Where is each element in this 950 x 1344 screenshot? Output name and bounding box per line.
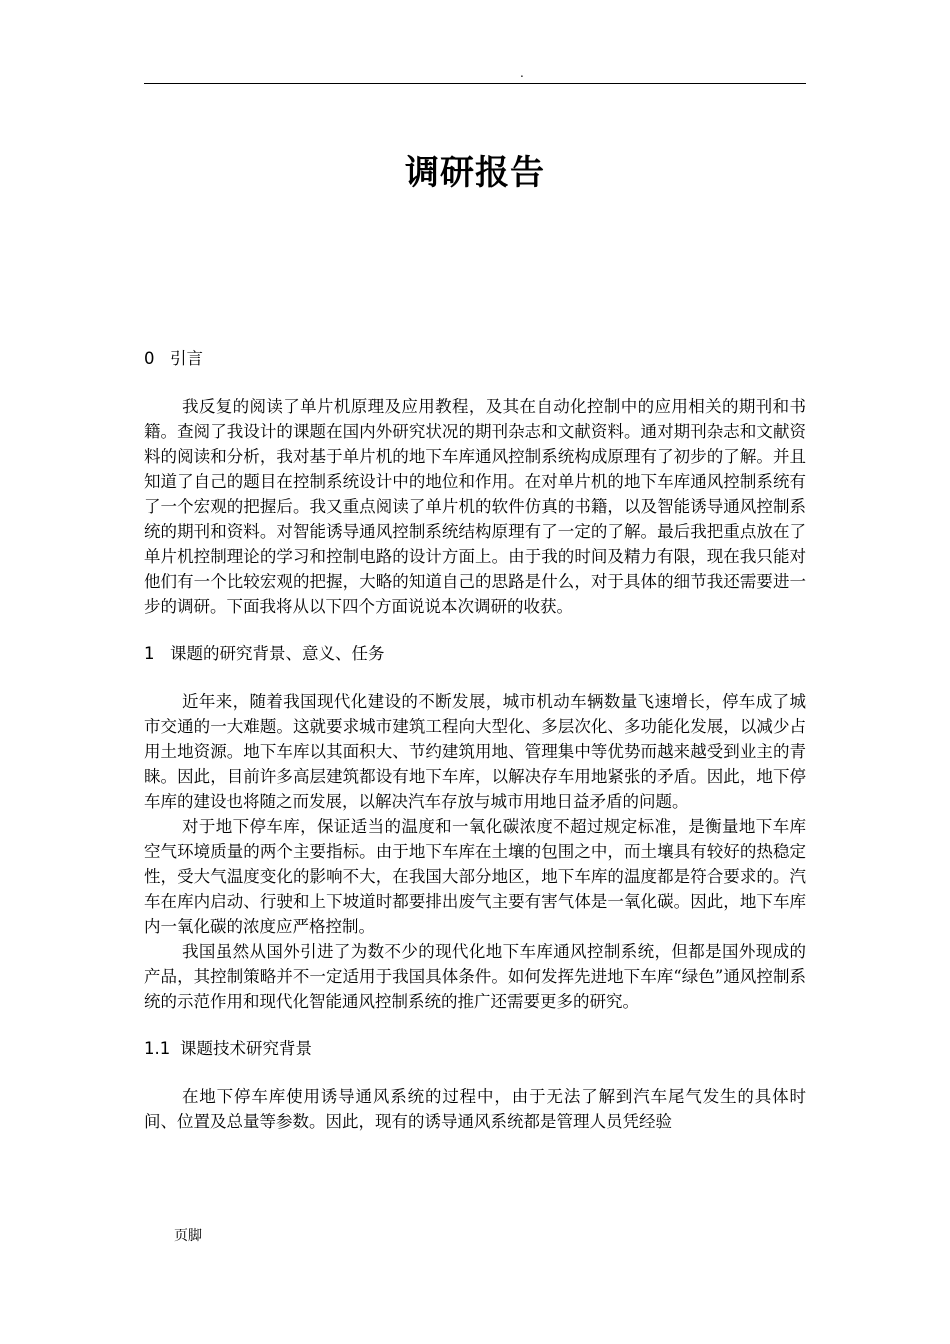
header-rule bbox=[144, 83, 806, 84]
section-title: 引言 bbox=[170, 348, 203, 368]
section-heading-tech-background bbox=[144, 1034, 806, 1062]
paragraph: 近年来，随着我国现代化建设的不断发展，城市机动车辆数量飞速增长，停车成了城市交通的一大难题。这就要求城市建筑工程向大型化、多层次化、多功能化发展，以减少占用土地资源。地下车库以其面积大、节约建筑用地、管理集中等优势而越来越受到业主的青睐。因此，目前许多高层建筑都设有地下车库，以解决存车用地紧张的矛盾。因此，地下停车库的建设也将随之而发展，以解决汽车存放与城市用地日益矛盾的问题。 bbox=[144, 692, 806, 811]
section-heading-intro bbox=[144, 344, 806, 372]
paragraph: 在地下停车库使用诱导通风系统的过程中，由于无法了解到汽车尾气发生的具体时间、位置及总量等参数。因此，现有的诱导通风系统都是管理人员凭经验 bbox=[144, 1087, 806, 1131]
section-heading-background bbox=[144, 639, 806, 667]
section-title: 课题的研究背景、意义、任务 bbox=[170, 643, 385, 663]
document-body bbox=[144, 344, 806, 1134]
header-mark: . bbox=[520, 66, 524, 80]
section-number: 0 bbox=[144, 348, 155, 368]
document-title: 调研报告 bbox=[405, 152, 545, 193]
section-title: 课题技术研究背景 bbox=[180, 1038, 312, 1058]
paragraph: 我国虽然从国外引进了为数不少的现代化地下车库通风控制系统，但都是国外现成的产品，其控制策略并不一定适用于我国具体条件。如何发挥先进地下车库“绿色”通风控制系统的示范作用和现代化智能通风控制系统的推广还需要更多的研究。 bbox=[144, 942, 806, 1011]
paragraph: 对于地下停车库，保证适当的温度和一氧化碳浓度不超过规定标准，是衡量地下车库空气环境质量的两个主要指标。由于地下车库在土壤的包围之中，而土壤具有较好的热稳定性，受大气温度变化的影响不大，在我国大部分地区，地下车库的温度都是符合要求的。汽车在库内启动、行驶和上下坡道时都要排出废气主要有害气体是一氧化碳。因此，地下车库内一氧化碳的浓度应严格控制。 bbox=[144, 817, 806, 936]
paragraph: 我反复的阅读了单片机原理及应用教程，及其在自动化控制中的应用相关的期刊和书籍。查阅了我设计的课题在国内外研究状况的期刊杂志和文献资料。通对期刊杂志和文献资料的阅读和分析，我对基于单片机的地下车库通风控制系统构成原理有了初步的了解。并且知道了自己的题目在控制系统设计中的地位和作用。在对单片机的地下车库通风控制系统有了一个宏观的把握后。我又重点阅读了单片机的软件仿真的书籍，以及智能诱导通风控制系统的期刊和资料。对智能诱导通风控制系统结构原理有了一定的了解。最后我把重点放在了单片机控制理论的学习和控制电路的设计方面上。由于我的时间及精力有限，现在我只能对他们有一个比较宏观的把握，大略的知道自己的思路是什么，对于具体的细节我还需要进一步的调研。下面我将从以下四个方面说说本次调研的收获。 bbox=[144, 397, 806, 616]
section-number: 1.1 bbox=[144, 1038, 171, 1058]
section-number: 1 bbox=[144, 643, 155, 663]
page-footer: 页脚 bbox=[174, 1228, 202, 1244]
